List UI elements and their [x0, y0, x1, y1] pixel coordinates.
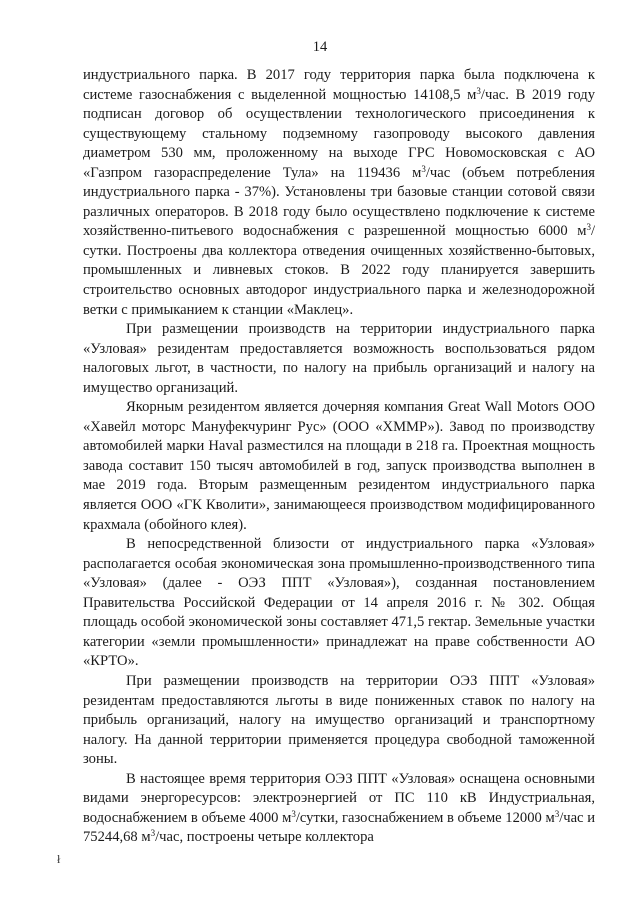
superscript: 3: [554, 808, 560, 819]
superscript: 3: [150, 828, 156, 839]
superscript: 3: [586, 222, 591, 233]
paragraph-text: /час (объем потребления индустриального парка - 37%). Установлены три базовые станции сотовой связи различных операторов. В 2018 году было осуществлено подключение к системе хозяйственно-питьевого водоснабжения с разрешенной мощностью 6000 м: [83, 164, 595, 240]
paragraph-text: При размещении производств на территории ОЭЗ ППТ «Узловая» резидентам предоставляются льготы в виде пониженных ставок по налогу на прибыль организаций, налогу на имущество организаций и транспортному налогу. На данной территории применяется процедура свободной таможенной зоны.: [83, 672, 595, 768]
paragraph: [83, 320, 595, 398]
paragraph-text: /сутки. Построены два коллектора отведения очищенных хозяйственно-бытовых, промышленных и ливневых стоков. В 2022 году планируется завершить строительство основных автодорог индустриального парка и железнодорожной ветки с примыканием к станции «Маклец».: [83, 223, 595, 318]
paragraph: [83, 535, 595, 672]
paragraph-text: /час, построены четыре коллектора: [155, 829, 374, 846]
superscript: 3: [421, 163, 426, 174]
superscript: 3: [476, 85, 481, 96]
superscript: 3: [291, 808, 296, 819]
document-body: [83, 66, 595, 848]
paragraph-text: /час. В 2019 году подписан договор об осуществлении технологического присоединения к существующему стальному подземному газопроводу высокого давления диаметром 530 мм, проложенному на выходе ГРС Новомосковская с АО «Газпром газораспределение Тула» на 119436 м: [83, 86, 595, 181]
paragraph-text: В непосредственной близости от индустриального парка «Узловая» располагается особая экономическая зона промышленно-производственного типа «Узловая» (далее - ОЭЗ ППТ «Узловая»), созданная постановлением Правительства Российской Федерации от 14 апреля 2016 г. № 302. Общая площадь особой экономической зоны составляет 471,5 гектар. Земельные участки категории «земли промышленности» принадлежат на праве собственности АО «КРТО».: [83, 536, 595, 670]
paragraph-text: Якорным резидентом является дочерняя компания Great Wall Motors ООО «Хавейл моторс Мануфекчуринг Рус» (ООО «ХММР»). Завод по производству автомобилей марки Haval разместился на площади в 218 га. Проектная мощность завода составит 150 тысяч автомобилей в год, запуск производства выполнен в мае 2019 года. Вторым размещенным резидентом индустриального парка является ООО «ГК Кволити», занимающееся производством модифицированного крахмала (обойного клея).: [83, 399, 595, 533]
paragraph: [83, 66, 595, 320]
paragraph: [83, 398, 595, 535]
paragraph: [83, 672, 595, 770]
paragraph-text: /час и 75244,68 м: [83, 809, 596, 846]
margin-mark: ł: [57, 852, 61, 866]
paragraph: [83, 770, 595, 848]
paragraph-text: индустриального парка. В 2017 году территория парка была подключена к системе газоснабжения с выделенной мощностью 14108,5 м: [83, 67, 595, 103]
page-number: 14: [312, 39, 328, 55]
paragraph-text: В настоящее время территория ОЭЗ ППТ «Узловая» оснащена основными видами энергоресурсов: электроэнергией от ПС 110 кВ Индустриальная, водоснабжением в объеме 4000 м: [83, 770, 595, 826]
paragraph-text: /сутки, газоснабжением в объеме 12000 м: [295, 809, 555, 826]
paragraph-text: При размещении производств на территории индустриального парка «Узловая» резидентам предоставляется возможность воспользоваться рядом налоговых льгот, в частности, по налогу на прибыль организаций и налогу на имущество организаций.: [83, 321, 595, 396]
